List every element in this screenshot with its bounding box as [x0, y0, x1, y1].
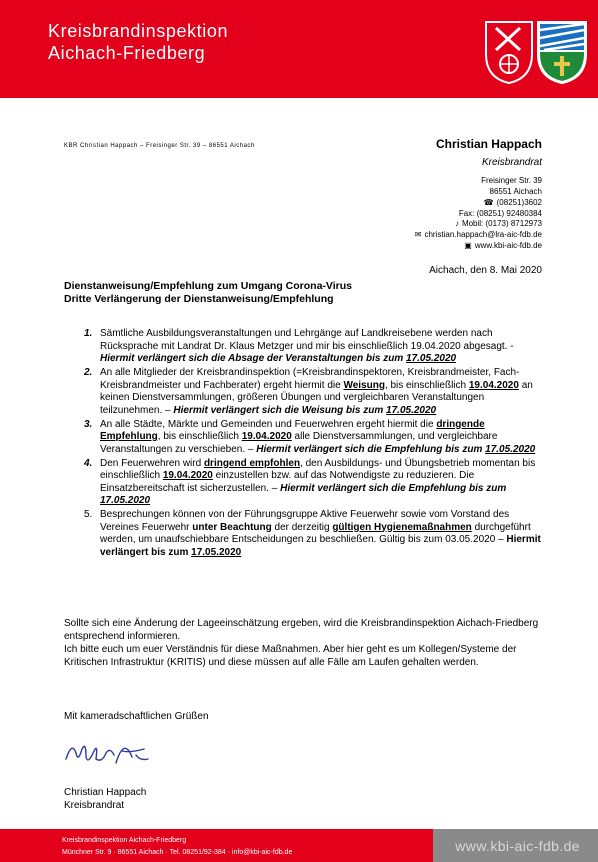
- item-text: alle Dienstversammlungen, und vergleichbare Veranstaltungen zu verschieben. –: [100, 431, 498, 455]
- item-new-date: 17.05.2020: [100, 495, 151, 506]
- signer-name: Christian Happach: [64, 787, 147, 798]
- footer-address: Münchner Str. 9 · 86551 Aichach · Tel. 08251/92-384 · info@kbi-aic-fdb.de: [62, 849, 293, 856]
- coat-of-arms-logos: [484, 20, 588, 84]
- item-extension: Hiermit verlängert sich die Weisung bis zum: [173, 404, 387, 416]
- item-text: einzustellen bzw. auf das Notwendigste zu reduzieren. Die Einsatzbereitschaft ist sicherzustellen. –: [100, 470, 475, 494]
- list-item: [64, 419, 543, 457]
- item-extension: Hiermit verlängert bis zum: [100, 534, 541, 558]
- item-extension: Hiermit verlängert sich die Empfehlung bis zum: [256, 443, 486, 455]
- item-new-date: 17.05.2020: [406, 353, 457, 364]
- item-text: An alle Städte, Märkte und Gemeinden und Feuerwehren ergeht hiermit die: [100, 418, 437, 430]
- signer-role: Kreisbrandrat: [64, 799, 125, 811]
- item-number: 1.: [84, 328, 93, 339]
- footer-website[interactable]: www.kbi-aic-fdb.de: [455, 838, 580, 854]
- item-text: An alle Mitglieder der Kreisbrandinspektion (=Kreisbrandinspektoren, Kreisbrandmeister, Fach-Kreisbrandmeister und Fachberater) ergeht hiermit die: [100, 367, 520, 391]
- item-extension: Hiermit verlängert sich die Absage der Veranstaltungen bis zum: [100, 353, 407, 364]
- list-item: [64, 367, 543, 417]
- item-old-date: 19.04.2020: [241, 431, 292, 442]
- item-emphasis: dringende Empfehlung: [100, 418, 485, 442]
- phone-icon: ☎: [483, 198, 494, 207]
- item-number: 3.: [84, 418, 93, 430]
- list-item: [64, 328, 543, 366]
- contact-web[interactable]: www.kbi-aic-fdb.de: [474, 241, 542, 250]
- item-old-date: 19.04.2020: [162, 470, 213, 481]
- subject: [64, 280, 352, 306]
- item-text: , bis einschließlich: [384, 379, 469, 391]
- list-item: [64, 509, 543, 559]
- item-new-date: 17.05.2020: [191, 546, 242, 558]
- contact-email[interactable]: christian.happach@lra-aic-fdb.de: [424, 230, 542, 239]
- item-old-date: 19.04.2020: [468, 379, 519, 391]
- closing-paragraph-1: Sollte sich eine Änderung der Lageeinschätzung ergeben, wird die Kreisbrandinspektion Aichach-Friedberg entsprechend informieren.: [64, 618, 539, 642]
- district-coat-of-arms-icon: [538, 22, 586, 83]
- item-new-date: 17.05.2020: [386, 404, 437, 416]
- letterhead-banner: [0, 0, 598, 98]
- item-emphasis: dringend empfohlen: [203, 457, 301, 469]
- item-number: 4.: [84, 457, 93, 469]
- org-name-line1: Kreisbrandinspektion: [48, 21, 229, 41]
- contact-web-row: [464, 241, 542, 251]
- contact-mobile-row: [455, 219, 542, 229]
- item-text: an keinen Dienstversammlungen, größeren Übungen und vergleichbaren Veranstaltungen teilzunehmen. –: [100, 379, 533, 416]
- closing-text: [64, 617, 539, 669]
- contact-name: Christian Happach: [435, 137, 542, 151]
- contact-street: Freisinger Str. 39: [481, 176, 542, 185]
- subject-line1: Dienstanweisung/Empfehlung zum Umgang Corona-Virus: [64, 280, 352, 292]
- signer-block: [64, 787, 146, 812]
- contact-phone: (08251)3602: [496, 198, 542, 207]
- sender-return-line: KBR Christian Happach – Freisinger Str. 39 – 86551 Aichach: [64, 143, 255, 149]
- footer-bar: [0, 829, 598, 862]
- item-new-date: 17.05.2020: [485, 443, 536, 455]
- item-emphasis: Weisung: [343, 379, 385, 391]
- greeting: Mit kameradschaftlichen Grüßen: [64, 711, 209, 722]
- contact-fax: Fax: (08251) 92480384: [458, 209, 542, 218]
- letter-date: Aichach, den 8. Mai 2020: [429, 265, 542, 276]
- contact-city: 86551 Aichach: [489, 187, 542, 196]
- item-text: , bis einschließlich: [157, 431, 242, 442]
- item-text: , den Ausbildungs- und Übungsbetrieb momentan bis einschließlich: [100, 457, 536, 481]
- subject-line2: Dritte Verlängerung der Dienstanweisung/Empfehlung: [64, 293, 334, 305]
- computer-icon: ▣: [464, 241, 472, 250]
- contact-role: Kreisbrandrat: [481, 157, 542, 168]
- fire-brigade-crest-icon: [486, 22, 532, 83]
- contact-phone-row: [484, 198, 542, 208]
- mobile-icon: ♪: [454, 219, 459, 228]
- item-text: Den Feuerwehren wird: [100, 457, 204, 469]
- item-text: Sämtliche Ausbildungsveranstaltungen und Lehrgänge auf Landkreisebene werden nach Rücksprache mit Landrat Dr. Klaus Metzger und mir bis einschließlich 19.04.2020 abgesagt. -: [100, 328, 514, 352]
- item-emphasis: unter Beachtung: [192, 521, 272, 533]
- item-extension: Hiermit verlängert sich die Empfehlung bis zum: [280, 482, 507, 494]
- contact-mobile: Mobil: (0173) 8712973: [461, 219, 542, 228]
- item-text: der derzeitig: [271, 521, 333, 533]
- item-text: Besprechungen können von der Führungsgruppe Aktive Feuerwehr sowie vom Vorstand des Vereines Feuerwehr: [100, 509, 510, 533]
- mail-icon: ✉: [414, 230, 422, 239]
- footer-org: Kreisbrandinspektion Aichach-Friedberg: [62, 837, 187, 844]
- handwritten-signature: [62, 733, 152, 769]
- org-name-line2: Aichach-Friedberg: [48, 43, 206, 63]
- item-emphasis: gültigen Hygienemaßnahmen: [332, 521, 472, 533]
- list-item: [64, 458, 543, 508]
- item-number: 5.: [84, 509, 93, 520]
- contact-email-row: [415, 230, 542, 240]
- item-text: durchgeführt werden, um unaufschiebbare Entscheidungen zu beschließen. Gültig bis zum 03.05.2020 –: [100, 521, 531, 545]
- item-number: 2.: [84, 367, 93, 378]
- directive-list: [64, 328, 543, 561]
- closing-paragraph-2: Ich bitte euch um euer Verständnis für diese Maßnahmen. Aber hier geht es um Kollegen/Systeme der Kritischen Infrastruktur (KRITIS) und diese müssen auf alle Fälle am Laufen gehalten werden.: [64, 644, 517, 668]
